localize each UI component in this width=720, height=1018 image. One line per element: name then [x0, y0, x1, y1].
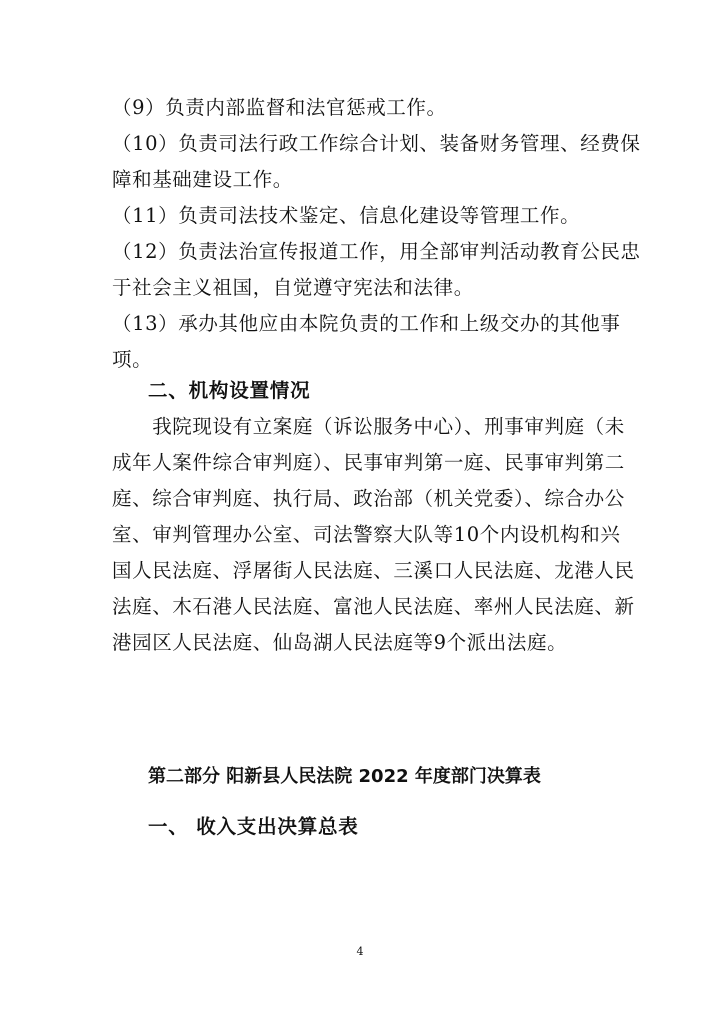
list-item-9: （9）负责内部监督和法官惩戒工作。 [112, 96, 447, 119]
paragraph-line: 室、审判管理办公室、司法警察大队等10个内设机构和兴 [112, 523, 621, 546]
part-two-title: 第二部分 阳新县人民法院 2022 年度部门决算表 [148, 766, 541, 787]
paragraph-line: 庭、综合审判庭、执行局、政治部（机关党委）、综合办公 [112, 487, 625, 510]
page-number: 4 [356, 945, 364, 958]
paragraph-line: 法庭、木石港人民法庭、富池人民法庭、率州人民法庭、新 [112, 595, 635, 618]
paragraph-line: 港园区人民法庭、仙岛湖人民法庭等9个派出法庭。 [112, 631, 568, 654]
list-item-13-line2: 项。 [112, 348, 153, 371]
list-item-12-line2: 于社会主义祖国，自觉遵守宪法和法律。 [112, 276, 474, 299]
list-item-10-line2: 障和基础建设工作。 [112, 168, 293, 191]
paragraph-line: 我院现设有立案庭（诉讼服务中心）、刑事审判庭（未 [112, 415, 625, 438]
section-heading-organization: 二、机构设置情况 [148, 379, 311, 402]
paragraph-line: 成年人案件综合审判庭）、民事审判第一庭、民事审判第二 [112, 451, 625, 474]
list-item-13-line1: （13）承办其他应由本院负责的工作和上级交办的其他事 [112, 312, 621, 335]
paragraph-line: 国人民法庭、浮屠街人民法庭、三溪口人民法庭、龙港人民 [112, 559, 635, 582]
subheading-income-expenditure: 一、 收入支出决算总表 [148, 815, 359, 838]
list-item-12-line1: （12）负责法治宣传报道工作，用全部审判活动教育公民忠 [112, 240, 641, 263]
list-item-10-line1: （10）负责司法行政工作综合计划、装备财务管理、经费保 [112, 132, 641, 155]
list-item-11: （11）负责司法技术鉴定、信息化建设等管理工作。 [112, 204, 581, 227]
